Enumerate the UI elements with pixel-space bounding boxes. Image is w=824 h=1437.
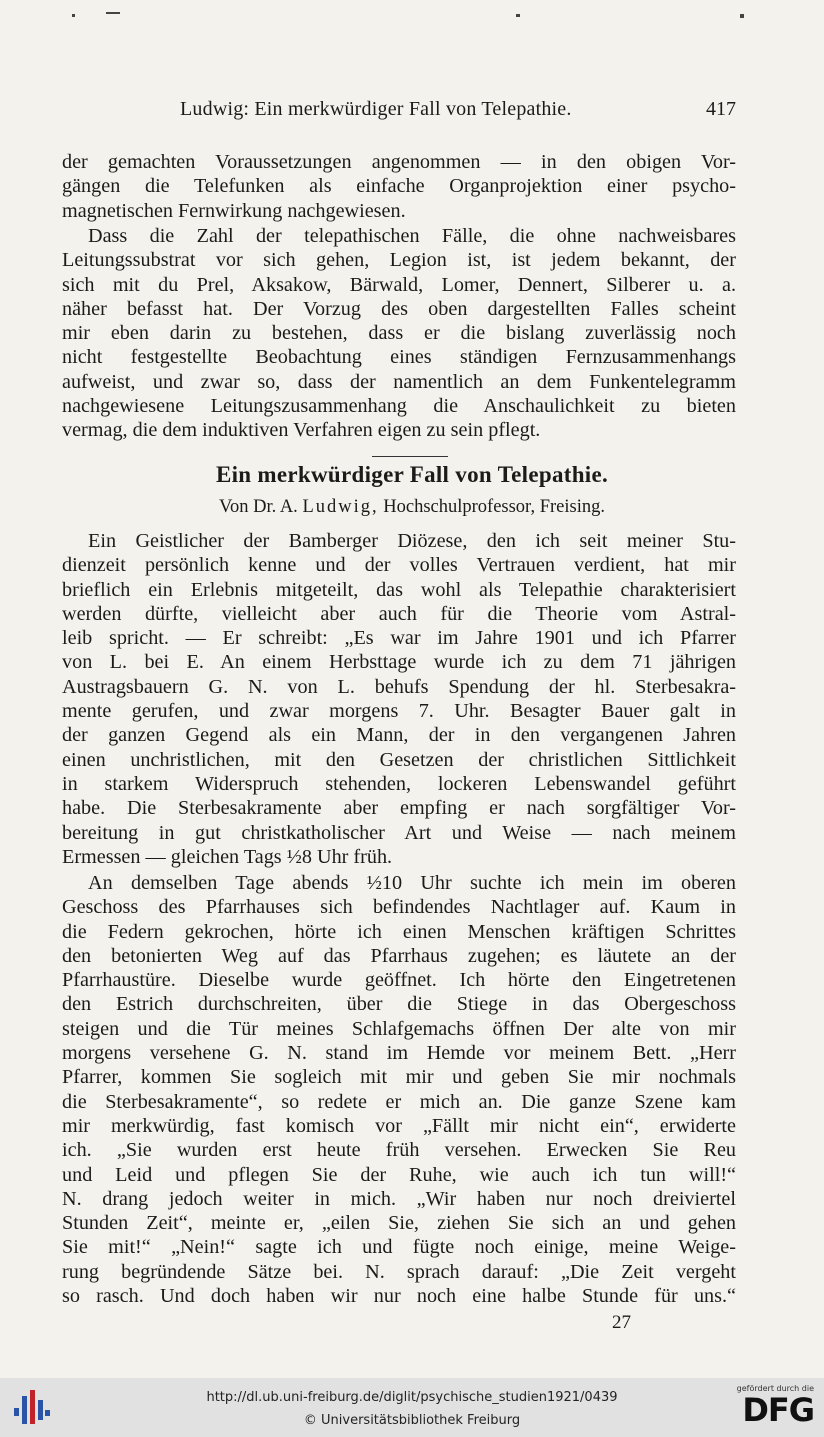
text-line: die Federn gekrochen, hörte ich einen Menschen kräftigen Schrittes — [62, 920, 736, 943]
text-line: steigen und die Tür meines Schlafgemachs öffnen Der alte von mir — [62, 1017, 736, 1040]
scan-artifacts — [0, 6, 824, 26]
byline-affiliation: Hochschulprofessor, Freising. — [383, 497, 605, 517]
text-line: die Sterbesakramente“, so redete er mich an. Die ganze Szene kam — [62, 1090, 736, 1113]
byline-prefix: Von Dr. A. — [218, 497, 298, 517]
text-line: Austragsbauern G. N. von L. behufs Spendung der hl. Sterbesakra- — [62, 675, 736, 698]
viewer-footer — [0, 1378, 824, 1437]
text-line: habe. Die Sterbesakramente aber empfing er nach sorgfältiger Vor- — [62, 797, 736, 820]
text-line: einen unchristlichen, mit den Gesetzen der christlichen Sittlichkeit — [62, 748, 736, 771]
text-line: werden dürfte, vielleicht aber auch für die Theorie vom Astral- — [62, 602, 736, 625]
funding-note: gefördert durch die — [736, 1384, 814, 1393]
text-line: magnetischen Fernwirkung nachgewiesen. — [62, 199, 406, 222]
dfg-wordmark: DFG — [742, 1391, 814, 1429]
text-line: in starkem Widerspruch stehenden, lockeren Lebenswandel geführt — [62, 772, 736, 795]
article-heading: Ein merkwürdiger Fall von Telepathie. — [215, 462, 609, 487]
text-line: aufweist, und zwar so, dass der namentlich an dem Funkentelegramm — [62, 370, 736, 393]
text-line: mir merkwürdig, fast komisch vor „Fällt mir nicht ein“, erwiderte — [62, 1114, 736, 1137]
text-line: Geschoss des Pfarrhauses sich befindendes Nachtlager auf. Kaum in — [62, 896, 736, 919]
text-line: An demselben Tage abends ½10 Uhr suchte ich mein im oberen — [88, 872, 736, 894]
text-line: Sie mit!“ „Nein!“ sagte ich und fügte noch einige, meine Weige- — [62, 1236, 736, 1259]
text-line: ich. „Sie wurden erst heute früh versehen. Erwecken Sie Reu — [62, 1139, 736, 1162]
intro-paragraph-2 — [62, 224, 736, 443]
article-byline — [0, 497, 824, 518]
text-line: von L. bei E. An einem Herbsttage wurde ich zu dem 71 jährigen — [62, 651, 736, 674]
text-line: N. drang jedoch weiter in mich. „Wir haben nur noch dreiviertel — [62, 1187, 736, 1210]
permalink-url-text[interactable]: http://dl.ub.uni-freiburg.de/diglit/psychische_studien1921/0439 — [206, 1390, 618, 1405]
text-line: Ein Geistlicher der Bamberger Diözese, den ich seit meiner Stu- — [88, 530, 736, 552]
text-line: Stunden Zeit“, meinte er, „eilen Sie, ziehen Sie sich an und gehen — [62, 1212, 736, 1235]
signature-mark: 27 — [612, 1312, 631, 1333]
text-line: nicht festgestellte Beobachtung eines ständigen Fernzusammenhangs — [62, 346, 736, 369]
text-line: näher befasst hat. Der Vorzug des oben dargestellten Falles scheint — [62, 297, 736, 320]
text-line: und Leid und pflegen Sie der Ruhe, wie auch ich tun will!“ — [62, 1163, 736, 1186]
text-line: Dass die Zahl der telepathischen Fälle, die ohne nachweisbares — [88, 225, 736, 247]
text-line: vermag, die dem induktiven Verfahren eigen zu sein pflegt. — [62, 419, 541, 442]
text-line: sich mit du Prel, Aksakow, Bärwald, Lomer, Dennert, Silberer u. a. — [62, 273, 736, 296]
page-number: 417 — [706, 98, 736, 120]
text-line: leib spricht. — Er schreibt: „Es war im Jahre 1901 und ich Pfarrer — [62, 627, 736, 650]
text-line: rung begründende Sätze bei. N. sprach darauf: „Die Zeit vergeht — [62, 1260, 736, 1283]
text-line: dienzeit persönlich kenne und der volles Vertrauen verdient, hat mir — [62, 554, 736, 577]
text-line: mente gerufen, und zwar morgens 7. Uhr. Besagter Bauer galt in — [62, 700, 736, 723]
text-line: der gemachten Voraussetzungen angenommen — in den obigen Vor- — [62, 151, 736, 173]
text-line: so rasch. Und doch haben wir nur noch eine halbe Stunde für uns.“ — [62, 1285, 736, 1308]
intro-paragraph-1 — [62, 150, 736, 223]
permalink-url[interactable] — [0, 1390, 824, 1405]
text-line: gängen die Telefunken als einfache Organprojektion einer psycho- — [62, 175, 736, 198]
running-title: Ludwig: Ein merkwürdiger Fall von Telepathie. — [180, 98, 572, 120]
text-line: den betonierten Weg auf das Pfarrhaus zugehen; es läutete an der — [62, 944, 736, 967]
dfg-logo[interactable] — [724, 1384, 814, 1432]
text-line: brieflich ein Erlebnis mitgeteilt, das wohl als Telepathie charakterisiert — [62, 578, 736, 601]
text-line: Pfarrer, kommen Sie sogleich mit mir und geben Sie mir nochmals — [62, 1066, 736, 1089]
running-head — [60, 98, 736, 126]
text-line: Pfarrhaustüre. Dieselbe wurde geöffnet. Ich hörte den Eingetretenen — [62, 969, 736, 992]
section-divider — [372, 456, 448, 457]
text-line: bereitung in gut christkatholischer Art und Weise — nach meinem — [62, 821, 736, 844]
text-line: Ermessen — gleichen Tags ½8 Uhr früh. — [62, 845, 393, 868]
body-paragraph-2 — [62, 871, 736, 1308]
byline-author: Ludwig, — [302, 497, 379, 517]
text-line: der ganzen Gegend als ein Mann, der in den vergangenen Jahren — [62, 724, 736, 747]
body-paragraph-1 — [62, 529, 736, 869]
text-line: Leitungssubstrat vor sich gehen, Legion ist, ist jedem bekannt, der — [62, 249, 736, 272]
text-line: morgens versehene G. N. stand im Hemde vor meinem Bett. „Herr — [62, 1042, 736, 1065]
text-line: den Estrich durchschreiten, über die Stiege in das Obergeschoss — [62, 993, 736, 1016]
text-line: nachgewiesene Leitungszusammenhang die Anschaulichkeit zu bieten — [62, 395, 736, 418]
text-line: mir eben darin zu bestehen, dass er die bislang zuverlässig noch — [62, 322, 736, 345]
copyright-notice: © Universitätsbibliothek Freiburg — [303, 1413, 521, 1428]
